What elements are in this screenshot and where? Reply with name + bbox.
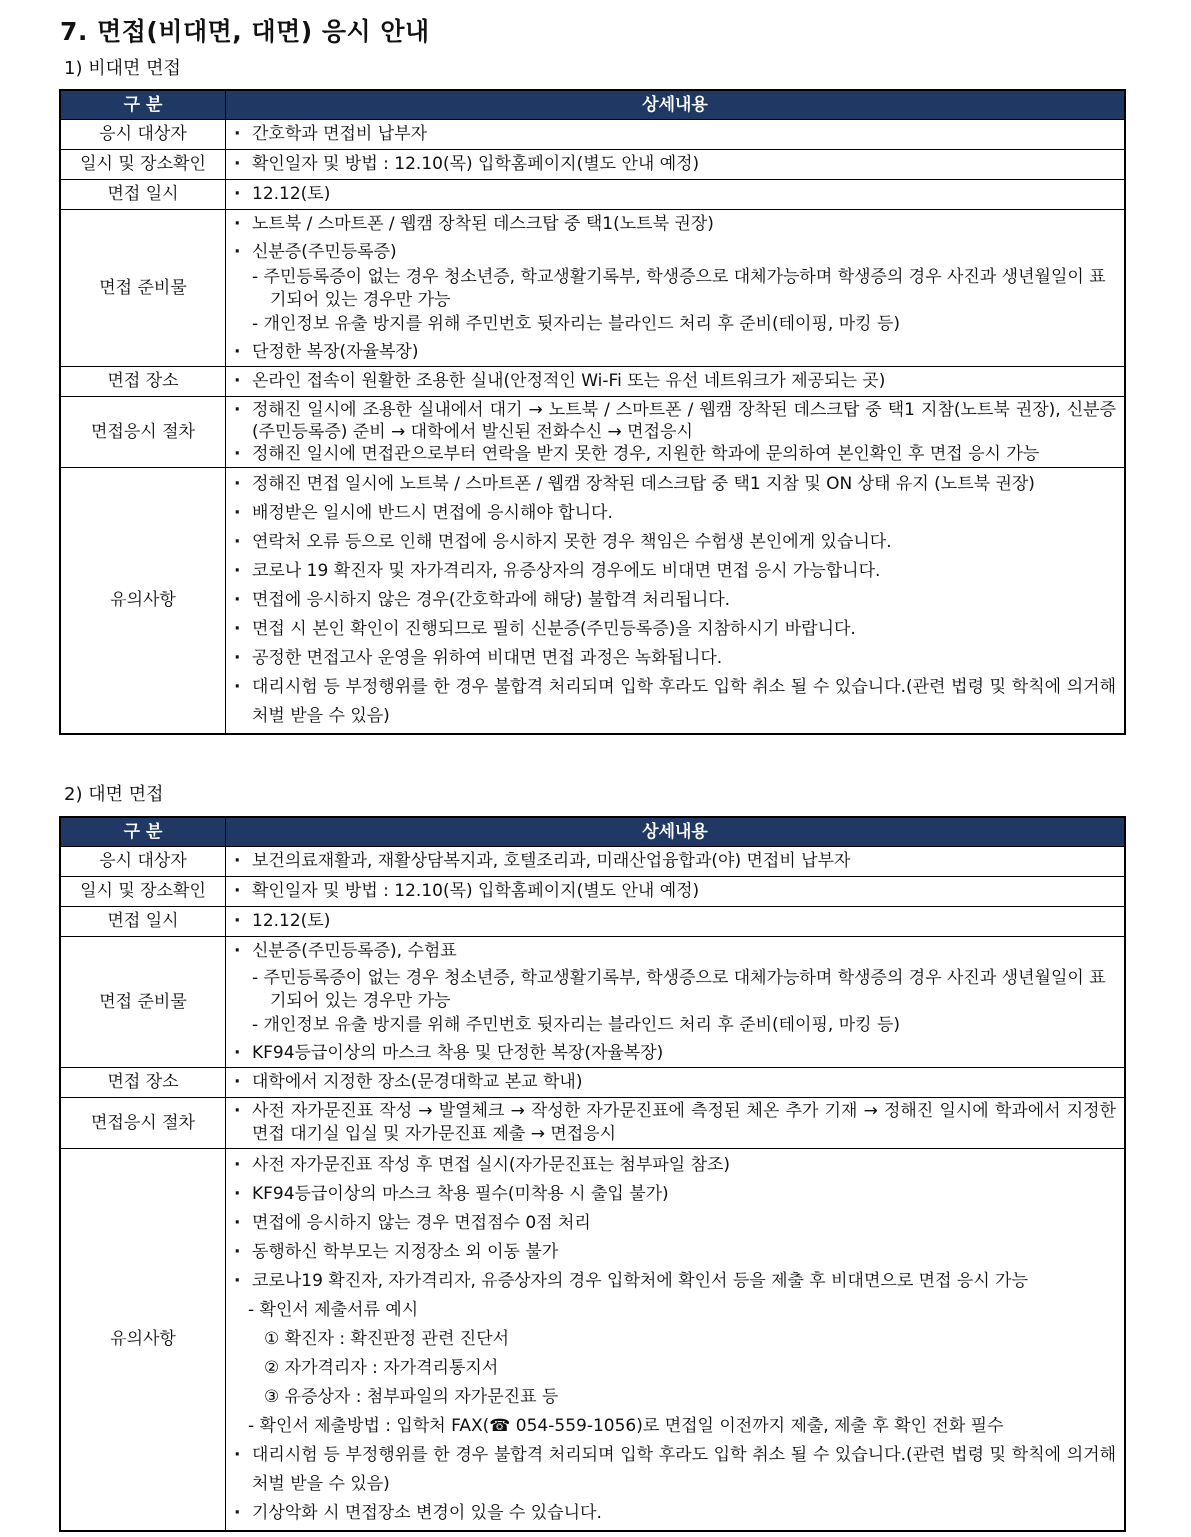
detail-item: · 면접 시 본인 확인이 진행되므로 필히 신분증(주민등록증)을 지참하시기 바랍니다.	[234, 615, 1116, 644]
row-label: 유의사항	[60, 1149, 226, 1532]
detail-item: · 확인일자 및 방법 : 12.10(목) 입학홈페이지(별도 안내 예정)	[234, 152, 1116, 177]
detail-subitem: - 주민등록증이 없는 경우 청소년증, 학교생활기록부, 학생증으로 대체가능하며 학생증의 경우 사진과 생년월일이 표기되어 있는 경우만 가능	[252, 267, 1106, 310]
header-category: 구 분	[60, 817, 226, 847]
detail-item: · 확인일자 및 방법 : 12.10(목) 입학홈페이지(별도 안내 예정)	[234, 879, 1116, 904]
row-label: 면접 일시	[60, 180, 226, 210]
detail-item: · 대리시험 등 부정행위를 한 경우 불합격 처리되며 입학 후라도 입학 취소 될 수 있습니다.(관련 법령 및 학칙에 의거해 처벌 받을 수 있음)	[234, 1441, 1116, 1499]
table-row	[60, 1068, 1125, 1098]
row-label: 유의사항	[60, 468, 226, 735]
detail-numbered-item: ① 확진자 : 확진판정 관련 진단서	[264, 1329, 510, 1349]
table-row	[60, 180, 1125, 210]
table-row	[60, 1149, 1125, 1532]
row-label: 응시 대상자	[60, 847, 226, 877]
detail-item: · 코로나19 확진자, 자가격리자, 유증상자의 경우 입학처에 확인서 등을 제출 후 비대면으로 면접 응시 가능	[234, 1267, 1116, 1296]
table-row	[60, 120, 1125, 150]
detail-item: · 대학에서 지정한 장소(문경대학교 본교 학내)	[234, 1070, 1116, 1095]
detail-item: · 보건의료재활과, 재활상담복지과, 호텔조리과, 미래산업융합과(야) 면접비 납부자	[234, 849, 1116, 874]
page-title: 7. 면접(비대면, 대면) 응시 안내	[60, 17, 430, 46]
row-label: 면접응시 절차	[60, 397, 226, 468]
detail-item: · 12.12(토)	[234, 909, 1116, 934]
table-row	[60, 937, 1125, 1068]
table-row	[60, 907, 1125, 937]
detail-item: · 배정받은 일시에 반드시 면접에 응시해야 합니다.	[234, 499, 1116, 528]
table-row	[60, 397, 1125, 468]
table-row	[60, 847, 1125, 877]
detail-item: · 정해진 면접 일시에 노트북 / 스마트폰 / 웹캠 장착된 데스크탑 중 택1 지참 및 ON 상태 유지 (노트북 권장)	[234, 470, 1116, 499]
detail-subitem: - 확인서 제출서류 예시	[248, 1300, 419, 1320]
detail-item: · 사전 자가문진표 작성 → 발열체크 → 작성한 자가문진표에 측정된 체온 추가 기재 → 정해진 일시에 학과에서 지정한 면접 대기실 입실 및 자가문진표 제출 → 면접응시	[234, 1100, 1116, 1146]
table-row	[60, 210, 1125, 367]
detail-item: · KF94등급이상의 마스크 착용 필수(미착용 시 출입 불가)	[234, 1180, 1116, 1209]
detail-item: · 정해진 일시에 면접관으로부터 연락을 받지 못한 경우, 지원한 학과에 문의하여 본인확인 후 면접 응시 가능	[234, 443, 1116, 465]
row-label: 면접 장소	[60, 367, 226, 397]
detail-item: · 연락처 오류 등으로 인해 면접에 응시하지 못한 경우 책임은 수험생 본인에게 있습니다.	[234, 528, 1116, 557]
detail-subitem: - 개인정보 유출 방지를 위해 주민번호 뒷자리는 블라인드 처리 후 준비(테이핑, 마킹 등)	[252, 314, 900, 334]
detail-item: · 온라인 접속이 원활한 조용한 실내(안정적인 Wi-Fi 또는 유선 네트워크가 제공되는 곳)	[234, 369, 1116, 394]
detail-subitem: - 확인서 제출방법 : 입학처 FAX(☎ 054-559-1056)로 면접일 이전까지 제출, 제출 후 확인 전화 필수	[248, 1416, 1004, 1436]
detail-item: · 간호학과 면접비 납부자	[234, 122, 1116, 147]
table-row	[60, 1098, 1125, 1149]
table-row	[60, 877, 1125, 907]
row-label: 일시 및 장소확인	[60, 877, 226, 907]
section2-table	[59, 816, 1126, 1532]
detail-item: · 신분증(주민등록증)	[234, 240, 1116, 264]
detail-item: · 동행하신 학부모는 지정장소 외 이동 불가	[234, 1238, 1116, 1267]
detail-numbered-item: ③ 유증상자 : 첨부파일의 자가문진표 등	[264, 1387, 559, 1407]
header-detail: 상세내용	[226, 90, 1126, 120]
detail-item: · 정해진 일시에 조용한 실내에서 대기 → 노트북 / 스마트폰 / 웹캠 장착된 데스크탑 중 택1 지참(노트북 권장), 신분증(주민등록증) 준비 → 대학에서 발신된 전화수신 → 면접응시	[234, 399, 1116, 443]
detail-subitem: - 개인정보 유출 방지를 위해 주민번호 뒷자리는 블라인드 처리 후 준비(테이핑, 마킹 등)	[252, 1015, 900, 1035]
table-row	[60, 367, 1125, 397]
row-label: 면접 준비물	[60, 937, 226, 1068]
detail-item: · 기상악화 시 면접장소 변경이 있을 수 있습니다.	[234, 1499, 1116, 1528]
detail-numbered-item: ② 자가격리자 : 자가격리통지서	[264, 1358, 499, 1378]
header-detail: 상세내용	[226, 817, 1126, 847]
detail-item: · 신분증(주민등록증), 수험표	[234, 939, 1116, 963]
row-label: 응시 대상자	[60, 120, 226, 150]
detail-item: · 노트북 / 스마트폰 / 웹캠 장착된 데스크탑 중 택1(노트북 권장)	[234, 212, 1116, 236]
detail-item: · 면접에 응시하지 않는 경우 면접점수 0점 처리	[234, 1209, 1116, 1238]
row-label: 면접응시 절차	[60, 1098, 226, 1149]
detail-item: · 면접에 응시하지 않은 경우(간호학과에 해당) 불합격 처리됩니다.	[234, 586, 1116, 615]
row-label: 면접 일시	[60, 907, 226, 937]
detail-item: · 단정한 복장(자율복장)	[234, 340, 1116, 364]
section1-table	[59, 89, 1126, 735]
detail-subitem: - 주민등록증이 없는 경우 청소년증, 학교생활기록부, 학생증으로 대체가능하며 학생증의 경우 사진과 생년월일이 표기되어 있는 경우만 가능	[252, 968, 1106, 1011]
detail-item: · 대리시험 등 부정행위를 한 경우 불합격 처리되며 입학 후라도 입학 취소 될 수 있습니다.(관련 법령 및 학칙에 의거해 처벌 받을 수 있음)	[234, 673, 1116, 731]
detail-item: · KF94등급이상의 마스크 착용 및 단정한 복장(자율복장)	[234, 1041, 1116, 1065]
section1-heading: 1) 비대면 면접	[64, 58, 181, 79]
table-header	[60, 817, 1125, 847]
table-row	[60, 150, 1125, 180]
row-label: 일시 및 장소확인	[60, 150, 226, 180]
row-label: 면접 준비물	[60, 210, 226, 367]
table-header	[60, 90, 1125, 120]
row-label: 면접 장소	[60, 1068, 226, 1098]
section2-heading: 2) 대면 면접	[64, 784, 164, 805]
detail-item: · 사전 자가문진표 작성 후 면접 실시(자가문진표는 첨부파일 참조)	[234, 1151, 1116, 1180]
detail-item: · 12.12(토)	[234, 182, 1116, 207]
header-category: 구 분	[60, 90, 226, 120]
detail-item: · 공정한 면접고사 운영을 위하여 비대면 면접 과정은 녹화됩니다.	[234, 644, 1116, 673]
table-row	[60, 468, 1125, 735]
detail-item: · 코로나 19 확진자 및 자가격리자, 유증상자의 경우에도 비대면 면접 응시 가능합니다.	[234, 557, 1116, 586]
